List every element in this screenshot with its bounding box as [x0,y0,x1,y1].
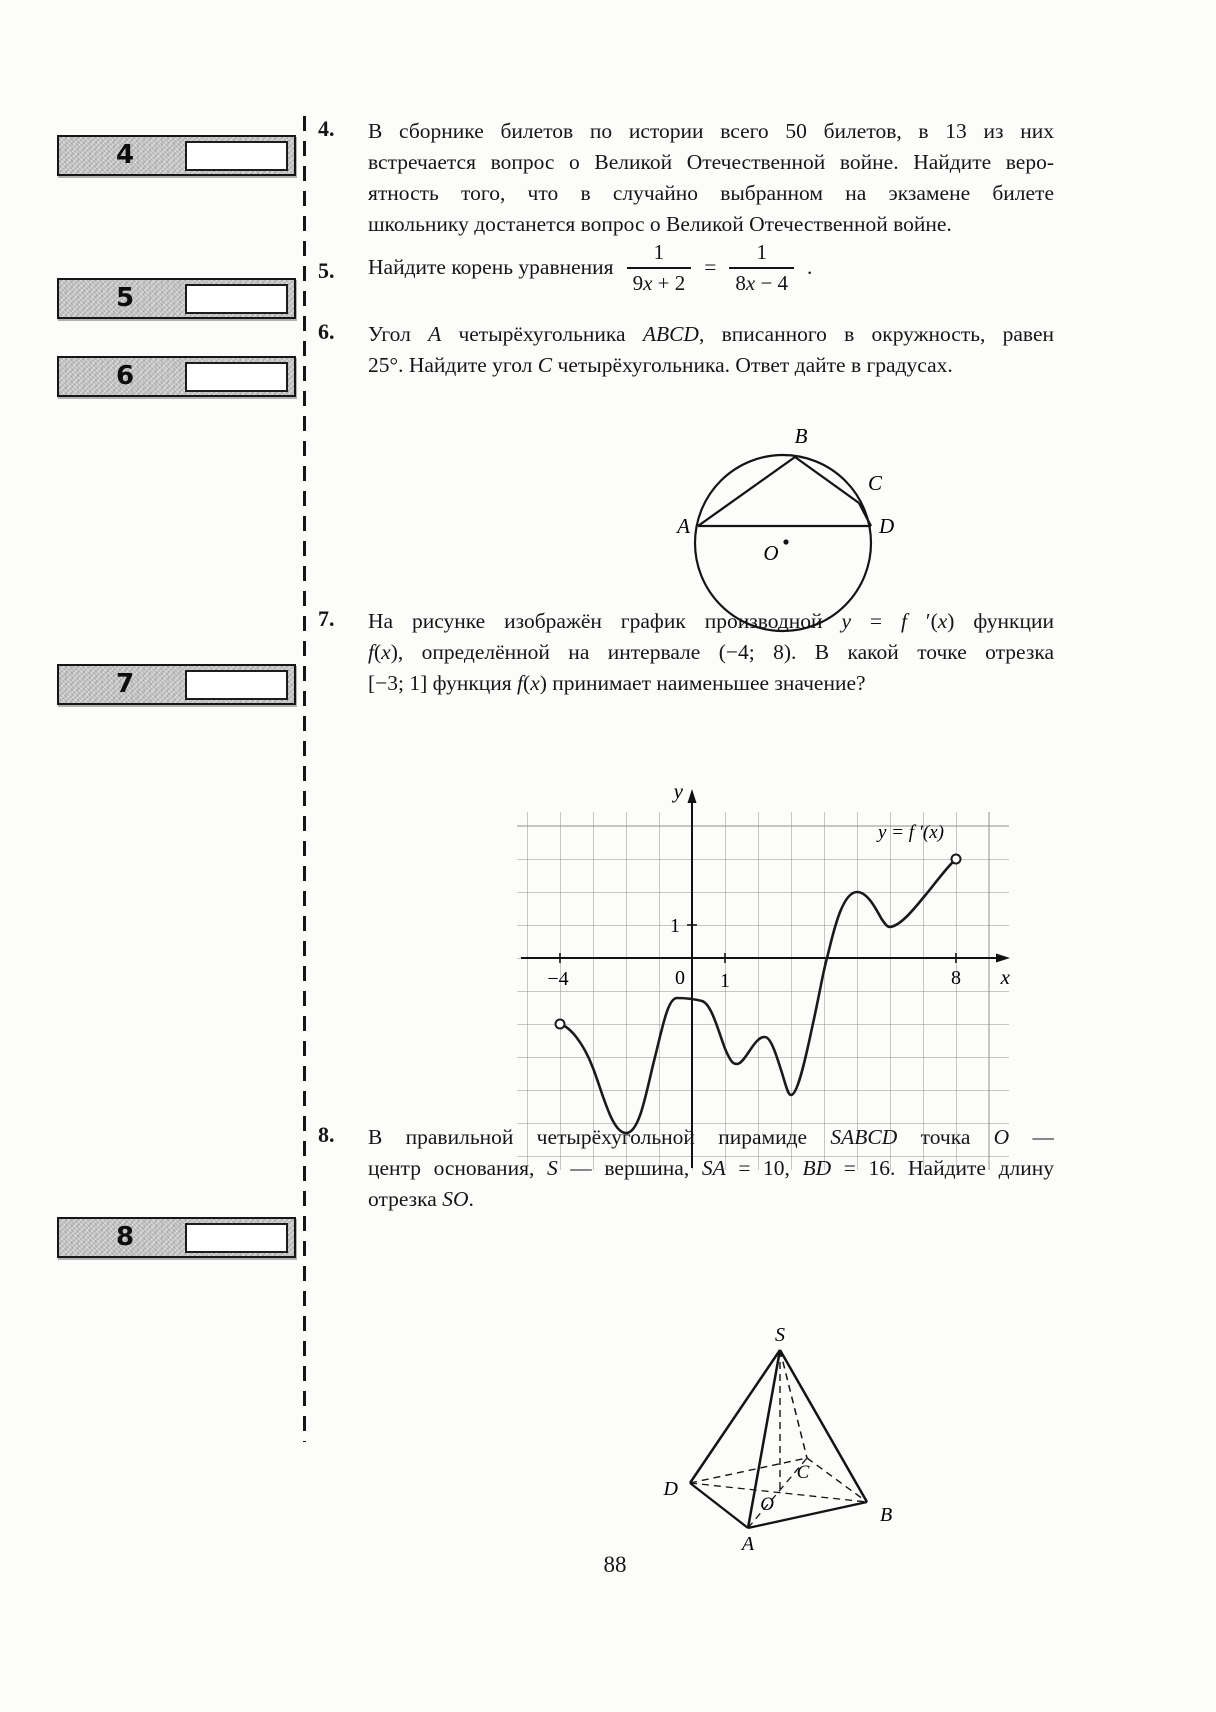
circle [695,455,871,631]
diagonal-DB [690,1483,867,1502]
answer-box-7-number: 7 [115,669,135,699]
tick-label-8: 8 [951,967,961,989]
tick-label-1y: 1 [670,915,680,937]
answer-box-6-number: 6 [115,361,135,391]
vertex-label-S: S [775,1325,785,1346]
equals-sign: = [704,255,717,280]
problem-5-number: 5. [318,258,335,283]
y-axis-arrow [688,789,697,803]
vertex-label-A: A [677,514,690,538]
fraction-right-denominator: 8x − 4 [735,271,789,296]
problem-4-number: 4. [318,116,335,141]
problem-8-line-1: В правильной четырёхугольной пирамиде SABCD точка O — [368,1125,1054,1149]
problem-4-text [368,116,1054,240]
problem-5-lead: Найдите корень уравнения [368,255,614,280]
answer-box-6-blank [185,362,288,392]
tick-label-0: 0 [675,967,685,989]
answer-box-8 [57,1217,296,1258]
edge-DA [690,1483,748,1528]
dashed-separator [303,116,306,1442]
vertex-label-C: C [868,471,883,495]
vertex-label-A: A [741,1533,755,1555]
problem-6-number: 6. [318,319,335,344]
answer-box-5-blank [185,284,288,314]
problem-8-text [368,1122,1054,1215]
problem-5-equation [368,240,812,296]
fraction-right [729,240,794,296]
answer-box-6 [57,356,296,397]
problem-6-line-1: Угол A четырёхугольника ABCD, вписанного в окружность, равен [368,322,1054,346]
problem-7-text [368,606,1054,699]
vertex-label-B: B [794,424,808,448]
fraction-left-denominator: 9x + 2 [632,271,686,296]
problem-8-line-3: отрезка SO. [368,1187,474,1211]
problem-7-line-3: [−3; 1] функция f(x) принимает наименьшее значение? [368,671,866,695]
answer-box-4-number: 4 [115,140,135,170]
answer-box-8-number: 8 [115,1222,135,1252]
answer-box-8-blank [185,1223,288,1253]
x-axis-label: x [1000,965,1010,989]
answer-box-7 [57,664,296,705]
tick-label-1x: 1 [720,970,730,992]
vertex-label-D: D [879,514,895,538]
answer-box-5-number: 5 [115,283,135,313]
open-endpoint-left [556,1020,565,1029]
curve-label: y = f ′(x) [877,822,945,843]
vertex-label-C: C [796,1462,810,1483]
edge-SD [690,1350,780,1483]
problem-7-line-2: f(x), определённой на интервале (−4; 8). В какой точке отрезка [368,640,1054,664]
problem-4-line-3: ятность того, что в случайно выбранном на экзамене билете [368,181,1054,205]
fraction-left-numerator: 1 [627,240,692,269]
center-dot [783,539,788,544]
pyramid-figure [600,1325,920,1560]
problem-7-line-1: На рисунке изображён график производной y = f ′(x) функции [368,609,1054,633]
answer-box-7-blank [185,670,288,700]
center-label-O: O [760,1494,774,1515]
equation-period: . [807,255,813,280]
derivative-graph [513,776,1018,1176]
grid-area [517,812,1009,1170]
vertex-label-D: D [663,1478,678,1500]
problem-4-line-1: В сборнике билетов по истории всего 50 билетов, в 13 из них [368,119,1054,143]
edge-CB [807,1458,867,1502]
chord-BC [795,457,859,503]
chord-CD [859,503,871,526]
problem-4-line-4: школьнику достанется вопрос о Великой Отечественной войне. [368,212,952,236]
answer-box-5 [57,278,296,319]
center-label-O: O [763,541,779,565]
vertex-label-B: B [880,1504,893,1526]
edge-SB [780,1350,867,1502]
y-axis-label: y [673,779,683,803]
answer-box-4-blank [185,141,288,171]
edge-SC [780,1350,807,1458]
answer-box-4 [57,135,296,176]
fraction-right-numerator: 1 [729,240,794,269]
problem-6-line-2: 25°. Найдите угол C четырёхугольника. Ответ дайте в градусах. [368,353,953,377]
problem-6-text [368,319,1054,381]
page-number: 88 [603,1552,627,1577]
problem-7-number: 7. [318,606,335,631]
problem-8-line-2: центр основания, S — вершина, SA = 10, BD = 16. Найдите длину [368,1156,1054,1180]
problem-4-line-2: встречается вопрос о Великой Отечественной войне. Найдите веро- [368,150,1054,174]
tick-label-minus4: −4 [547,968,569,990]
open-endpoint-right [952,855,961,864]
problem-8-number: 8. [318,1122,335,1147]
fraction-left [627,240,692,296]
